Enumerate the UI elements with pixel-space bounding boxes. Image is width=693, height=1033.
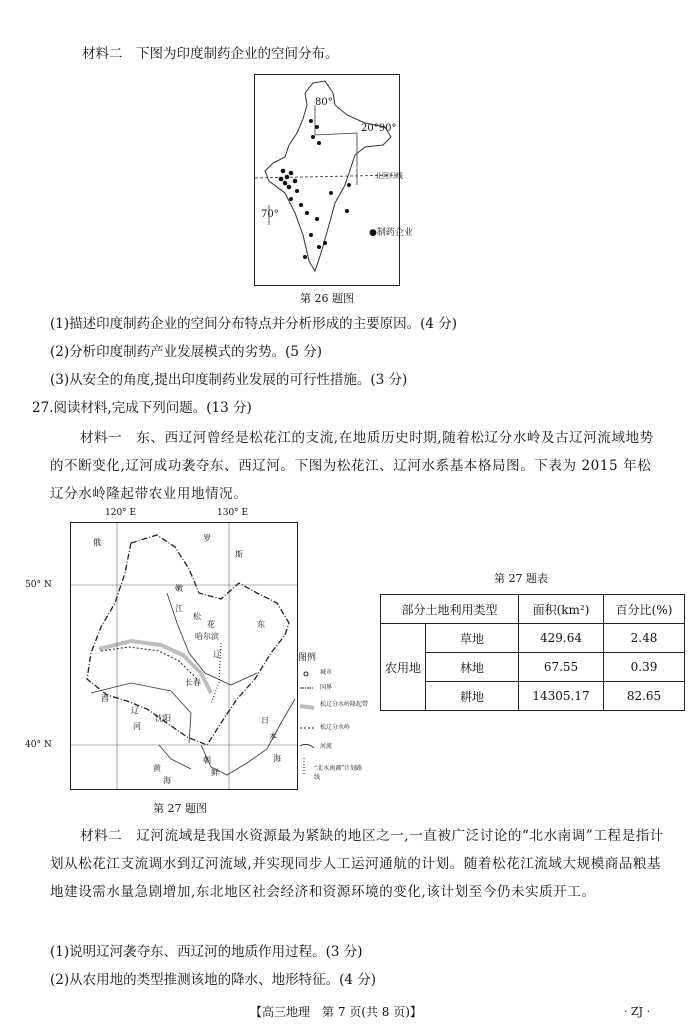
legend-river: 河流 [320, 743, 333, 750]
q26-1: (1)描述印度制药企业的空间分布特点并分析形成的主要原因。(4 分) [50, 316, 458, 332]
legend-city: 城市 [320, 669, 333, 676]
place-label: 西 [101, 694, 109, 703]
songliao-map-drawing [71, 523, 297, 789]
map26-caption: 第 26 题图 [300, 292, 354, 305]
lat-80-label: 80° [315, 97, 333, 108]
place-label: 斯 [235, 550, 243, 559]
table-group-cell: 农用地 [381, 624, 426, 711]
table-cell: 14305.17 [519, 682, 604, 711]
table-row [381, 682, 685, 711]
table-row [381, 624, 685, 653]
table-cell: 0.39 [604, 653, 685, 682]
lon-120-label: 120° E [105, 508, 137, 518]
table-cell: 林地 [426, 653, 519, 682]
lon-130-label: 130° E [217, 508, 249, 518]
lon-70-label: 70° [261, 209, 279, 220]
land-use-table [380, 594, 685, 711]
map27-caption: 第 27 题图 [153, 802, 207, 815]
city-label: 长春 [185, 678, 201, 687]
place-label: 俄 [93, 538, 101, 547]
place-label: 嫩 [175, 584, 183, 593]
india-map [254, 74, 413, 286]
place-label: 东 [257, 620, 265, 629]
table-cell: 草地 [426, 624, 519, 653]
place-label: 花 [207, 620, 215, 629]
place-label: 松 [193, 612, 201, 621]
legend-border: 国界 [320, 684, 333, 691]
place-label: 海 [273, 754, 281, 763]
tropic-label: 北回归线 [375, 172, 403, 180]
table-header: 百分比(%) [604, 595, 685, 624]
footer-page: 【高三地理 第 7 页(共 8 页)】 [250, 1005, 422, 1019]
q27-1: (1)说明辽河袭夺东、西辽河的地质作用过程。(3 分) [50, 944, 363, 960]
table-header: 部分土地利用类型 [381, 595, 519, 624]
place-label: 日 [261, 716, 269, 725]
lat-40-label: 40° N [25, 740, 52, 750]
table-cell: 67.55 [519, 653, 604, 682]
legend-uplift-belt: 松辽分水岭隆起带 [320, 701, 369, 708]
legend-title: 图例 [298, 653, 317, 663]
company-dots [279, 119, 351, 259]
place-label: 罗 [203, 534, 211, 543]
place-label: 朝 [203, 756, 211, 765]
place-label: 辽 [213, 650, 221, 659]
place-label: 黄 [153, 764, 161, 773]
table-cell: 耕地 [426, 682, 519, 711]
place-label: 辽 [131, 706, 139, 715]
legend-company: ●制药企业 [369, 228, 413, 238]
q26-2: (2)分析印度制药产业发展模式的劣势。(5 分) [50, 344, 323, 360]
q26-3: (3)从安全的角度,提出印度制药业发展的可行性措施。(3 分) [50, 372, 408, 388]
q27-2: (2)从农用地的类型推测该地的降水、地形特征。(4 分) [50, 972, 377, 988]
place-label: 鲜 [211, 768, 219, 777]
material2-paragraph: 材料二 辽河流域是我国水资源最为紧缺的地区之一,一直被广泛讨论的“北水南调”工程是指计划从松花江支流调水到辽河流域,并实现同步人工运河通航的计划。随着松花江流域大规模商品粮基地建设需水量急剧增加,东北地区社会经济和资源环境的变化,该计划至今仍未实质开工。 [50, 828, 664, 900]
place-label: 河 [133, 722, 141, 731]
map27-legend [298, 652, 370, 792]
q27-title: 27.阅读材料,完成下列问题。(13 分) [32, 400, 252, 416]
table-row [381, 653, 685, 682]
legend-route: “北水南调”计划路线 [314, 765, 363, 781]
legend-divide: 松辽分水岭 [320, 724, 351, 731]
land-use-table-wrap [380, 594, 685, 711]
lat-50-label: 50° N [25, 580, 52, 590]
table-cell: 82.65 [604, 682, 685, 711]
footer-code: · ZJ · [624, 1005, 651, 1018]
material1-paragraph: 材料一 东、西辽河曾经是松花江的支流,在地质历史时期,随着松辽分水岭及古辽河流域地势的不断变化,辽河成功袭夺东、西辽河。下图为松花江、辽河水系基本格局图。下表为 2015 年松辽分水岭隆起带农业用地情况。 [50, 430, 654, 502]
label-20-90: 20°90° [361, 123, 397, 134]
city-label: 哈尔滨 [195, 632, 219, 641]
material2-q26-title: 材料二 下图为印度制药企业的空间分布。 [82, 46, 339, 62]
city-label: 沈阳 [155, 714, 171, 723]
table-cell: 2.48 [604, 624, 685, 653]
place-label: 本 [269, 732, 277, 741]
songliao-map [25, 508, 298, 790]
table27-caption: 第 27 题表 [494, 572, 548, 585]
table-header-row [381, 595, 685, 624]
place-label: 海 [163, 776, 171, 785]
place-label: 江 [175, 604, 183, 613]
table-cell: 429.64 [519, 624, 604, 653]
table-header: 面积(km²) [519, 595, 604, 624]
